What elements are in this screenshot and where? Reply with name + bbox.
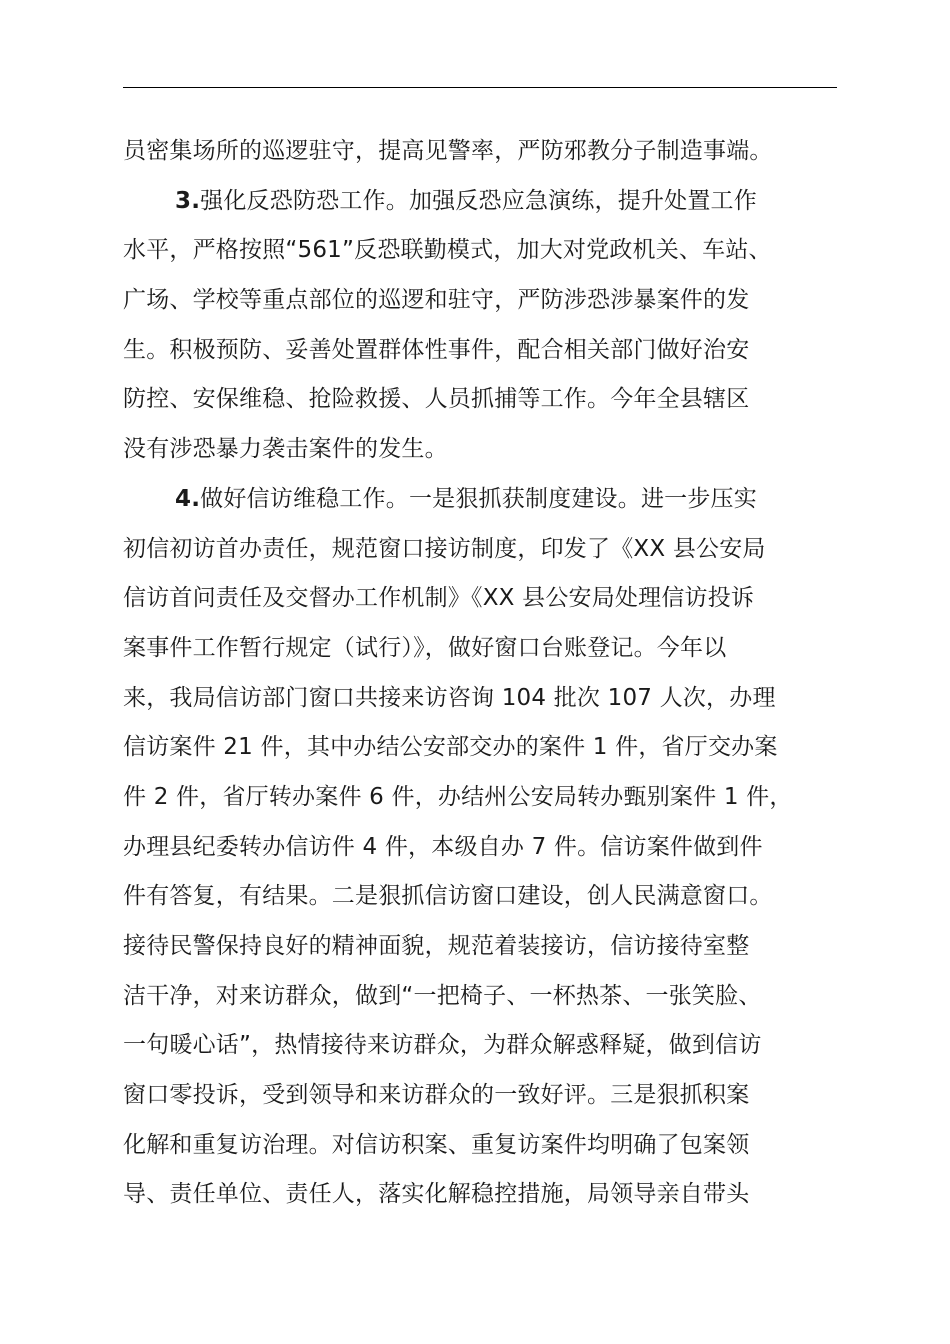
text-line: 防控、安保维稳、抢险救援、人员抓捕等工作。今年全县辖区 [123, 386, 750, 413]
text-line: 员密集场所的巡逻驻守，提高见警率，严防邪教分子制造事端。 [123, 138, 773, 164]
text-line: 洁干净，对来访群众，做到“一把椅子、一杯热茶、一张笑脸、 [123, 982, 762, 1009]
text-line: 化解和重复访治理。对信访积案、重复访案件均明确了包案领 [123, 1131, 750, 1158]
section-heading-line: 3.强化反恐防恐工作。加强反恐应急演练，提升处置工作 [175, 187, 757, 214]
section-number: 4. [175, 485, 201, 512]
section-heading-line: 4.做好信访维稳工作。一是狠抓获制度建设。进一步压实 [175, 485, 757, 512]
header-rule [123, 87, 837, 88]
text-line: 广场、学校等重点部位的巡逻和驻守，严防涉恐涉暴案件的发 [123, 287, 750, 314]
text-line: 水平，严格按照“561”反恐联勤模式，加大对党政机关、车站、 [123, 237, 772, 264]
text-line: 初信初访首办责任，规范窗口接访制度，印发了《XX 县公安局 [123, 535, 766, 562]
document-body [123, 127, 863, 1220]
text-line: 导、责任单位、责任人，落实化解稳控措施，局领导亲自带头 [123, 1181, 750, 1208]
text-line: 信访案件 21 件，其中办结公安部交办的案件 1 件，省厅交办案 [123, 734, 778, 761]
text-line: 来，我局信访部门窗口共接来访咨询 104 批次 107 人次，办理 [123, 684, 776, 711]
section-number: 3. [175, 187, 201, 214]
text-line: 办理县纪委转办信访件 4 件，本级自办 7 件。信访案件做到件 [123, 833, 763, 860]
text-line: 件有答复，有结果。二是狠抓信访窗口建设，创人民满意窗口。 [123, 883, 773, 910]
text-line: 信访首问责任及交督办工作机制》《XX 县公安局处理信访投诉 [123, 585, 755, 612]
text-line: 没有涉恐暴力袭击案件的发生。 [123, 436, 448, 463]
text-line: 接待民警保持良好的精神面貌，规范着装接访，信访接待室整 [123, 933, 750, 959]
text-line: 窗口零投诉，受到领导和来访群众的一致好评。三是狠抓积案 [123, 1082, 750, 1109]
text-line: 件 2 件，省厅转办案件 6 件，办结州公安局转办甄别案件 1 件， [123, 783, 793, 810]
text-line: 生。积极预防、妥善处置群体性事件，配合相关部门做好治安 [123, 336, 750, 363]
text-line: 案事件工作暂行规定（试行）》，做好窗口台账登记。今年以 [123, 634, 727, 661]
text-line: 一句暖心话”，热情接待来访群众，为群众解惑释疑，做到信访 [123, 1032, 762, 1059]
